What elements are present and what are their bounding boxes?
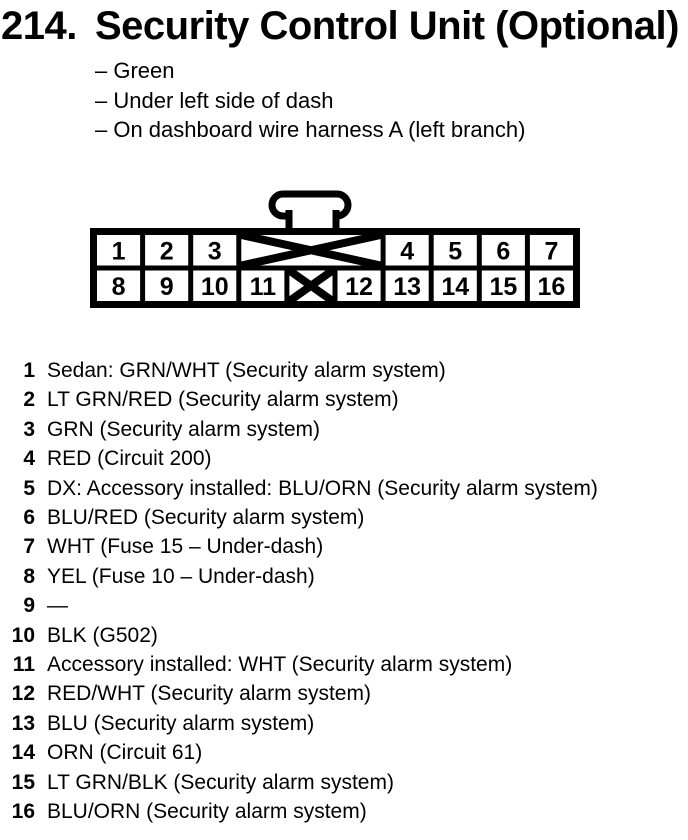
pin-cell-number: 3 bbox=[207, 237, 222, 266]
pin-number: 9 bbox=[23, 594, 35, 618]
pin-cell-number: 4 bbox=[400, 237, 415, 266]
pin-cell-number: 14 bbox=[441, 272, 470, 301]
pin-cell-number: 9 bbox=[159, 272, 174, 301]
pin-cell-number: 8 bbox=[111, 272, 126, 301]
pin-description: ORN (Circuit 61) bbox=[47, 741, 203, 765]
section-number: 214. bbox=[1, 4, 77, 48]
pin-cell-number: 7 bbox=[544, 237, 559, 266]
page-title: Security Control Unit (Optional) bbox=[95, 4, 679, 48]
pin-row bbox=[8, 532, 598, 561]
pin-description: BLK (G502) bbox=[47, 623, 158, 647]
pin-number: 7 bbox=[23, 535, 35, 559]
pin-description: RED/WHT (Security alarm system) bbox=[47, 682, 371, 706]
pin-cell-number: 6 bbox=[496, 237, 511, 266]
note-item: – Green bbox=[95, 58, 175, 83]
pin-description: Accessory installed: WHT (Security alarm system) bbox=[47, 653, 513, 677]
pin-number: 1 bbox=[23, 359, 35, 382]
pin-number: 14 bbox=[11, 741, 35, 765]
pin-description: RED (Circuit 200) bbox=[47, 447, 212, 471]
pin-number: 4 bbox=[23, 447, 35, 471]
pin-description: LT GRN/BLK (Security alarm system) bbox=[47, 770, 394, 794]
connector-diagram bbox=[0, 185, 688, 315]
pin-row bbox=[8, 650, 598, 679]
location-notes bbox=[95, 56, 525, 145]
pin-row bbox=[8, 503, 598, 532]
pin-cell-number: 11 bbox=[249, 272, 277, 301]
pin-row bbox=[8, 621, 598, 650]
pin-description: — bbox=[47, 594, 68, 618]
pin-number: 10 bbox=[11, 623, 35, 647]
pin-number: 8 bbox=[23, 564, 35, 588]
pin-number: 6 bbox=[23, 506, 35, 530]
pin-row bbox=[8, 738, 598, 767]
pin-number: 15 bbox=[11, 770, 35, 794]
pin-cell-number: 16 bbox=[537, 272, 566, 301]
pin-row bbox=[8, 356, 598, 385]
pin-description: BLU/ORN (Security alarm system) bbox=[47, 800, 367, 824]
pin-description: Sedan: GRN/WHT (Security alarm system) bbox=[47, 359, 446, 382]
note-item: – Under left side of dash bbox=[95, 87, 334, 113]
pin-row bbox=[8, 474, 598, 503]
pin-description: YEL (Fuse 10 – Under-dash) bbox=[47, 564, 315, 588]
pin-row bbox=[8, 709, 598, 738]
pin-description: GRN (Security alarm system) bbox=[47, 417, 321, 441]
pin-description: BLU (Security alarm system) bbox=[47, 711, 315, 735]
pin-number: 3 bbox=[23, 417, 35, 441]
pin-description: LT GRN/RED (Security alarm system) bbox=[47, 388, 399, 412]
pin-cell-number: 1 bbox=[111, 237, 126, 266]
pin-number: 13 bbox=[11, 711, 35, 735]
section-heading bbox=[0, 4, 688, 50]
pin-cell-number: 10 bbox=[200, 272, 229, 301]
pin-number: 12 bbox=[11, 682, 35, 706]
pin-number: 11 bbox=[12, 653, 35, 677]
note-item: – On dashboard wire harness A (left branch) bbox=[95, 117, 526, 142]
pin-cell-number: 15 bbox=[489, 272, 518, 301]
pin-description: BLU/RED (Security alarm system) bbox=[47, 506, 365, 530]
pin-row bbox=[8, 679, 598, 708]
pin-number: 2 bbox=[23, 388, 35, 412]
pin-description: DX: Accessory installed: BLU/ORN (Security alarm system) bbox=[47, 476, 598, 500]
pin-row bbox=[8, 385, 598, 414]
pin-cell-number: 2 bbox=[159, 237, 174, 266]
pin-number: 16 bbox=[11, 800, 35, 824]
pin-list bbox=[8, 356, 598, 827]
pin-cell-number: 5 bbox=[448, 237, 463, 266]
connector-tab bbox=[272, 194, 348, 231]
pin-description: WHT (Fuse 15 – Under-dash) bbox=[47, 535, 324, 559]
pin-cell-number: 12 bbox=[345, 272, 373, 301]
pin-row bbox=[8, 797, 598, 826]
pin-row bbox=[8, 415, 598, 444]
pin-number: 5 bbox=[23, 476, 35, 500]
pin-row bbox=[8, 562, 598, 591]
pin-cell-number: 13 bbox=[393, 272, 422, 301]
pin-row bbox=[8, 768, 598, 797]
pin-row bbox=[8, 591, 598, 620]
pin-row bbox=[8, 444, 598, 473]
